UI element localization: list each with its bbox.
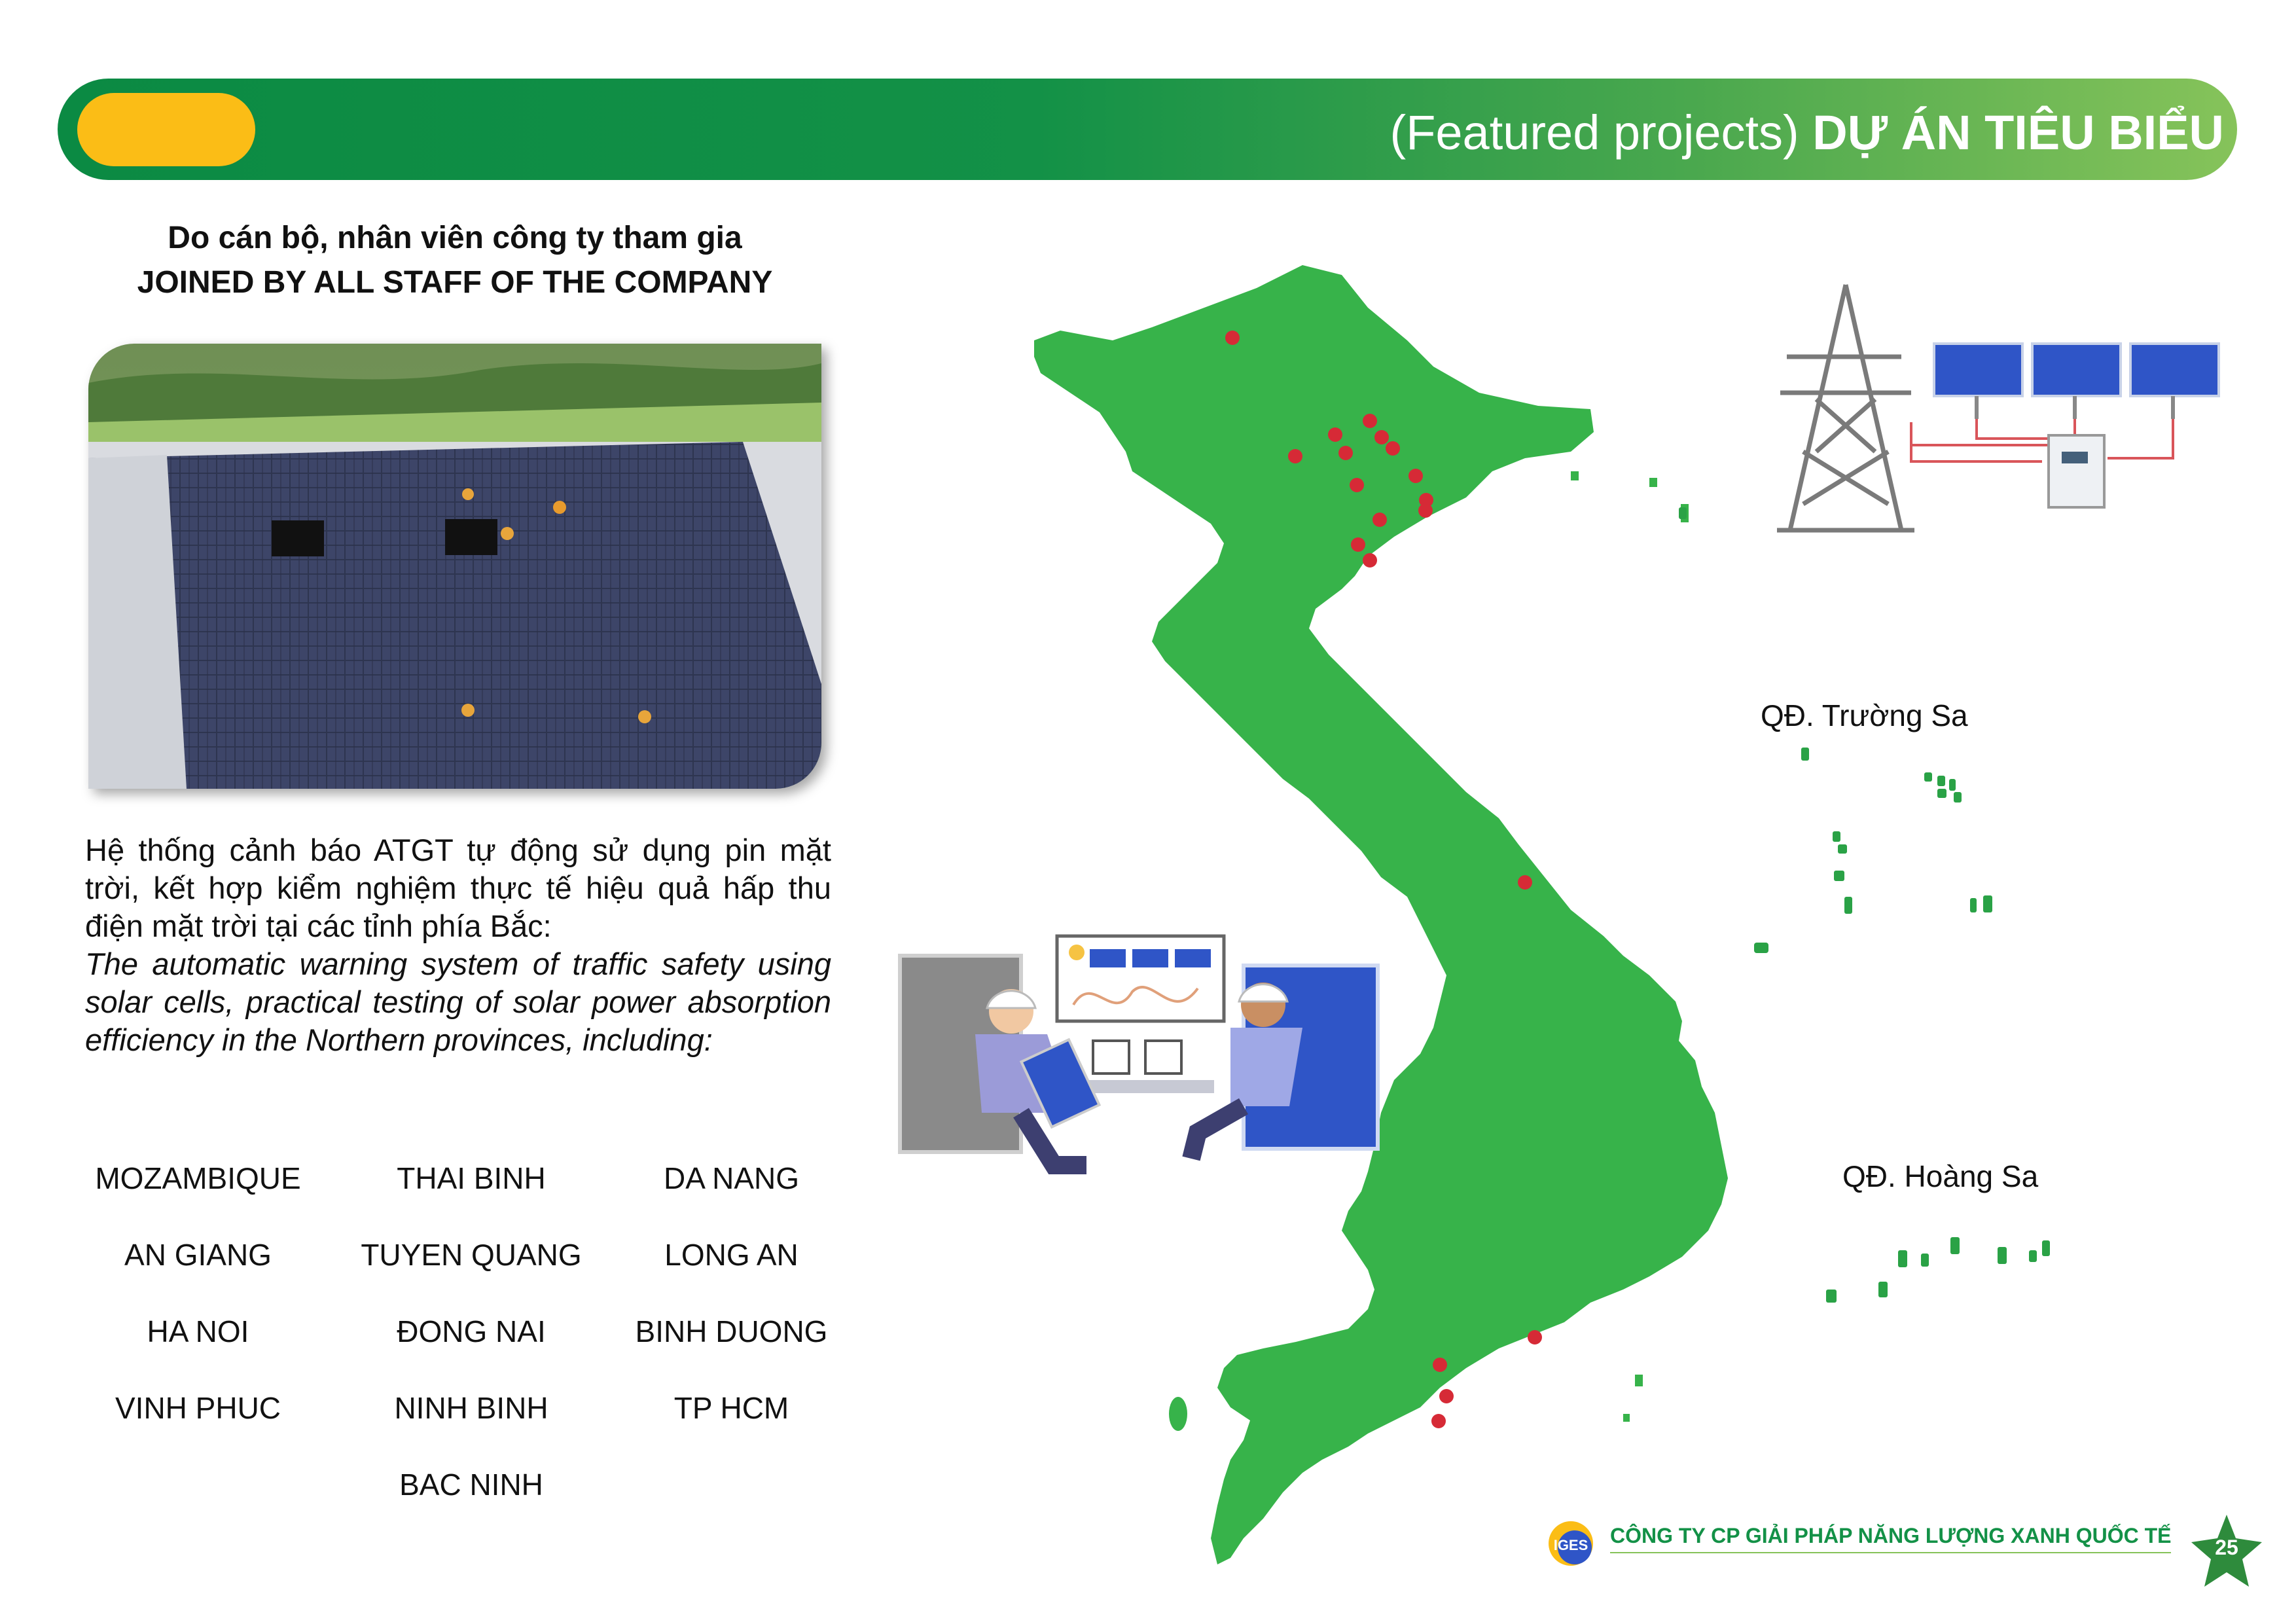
province-item: ĐONG NAI: [397, 1314, 546, 1348]
power-tower-illustration: [1777, 285, 1914, 530]
province-item: VINH PHUC: [115, 1391, 281, 1425]
company-logo-icon: [1545, 1517, 1597, 1570]
page-title-vietnamese: DỰ ÁN TIÊU BIỂU: [1812, 105, 2224, 160]
province-item: LONG AN: [664, 1238, 798, 1272]
description-vietnamese: Hệ thống cảnh báo ATGT tự động sử dụng pin mặt trời, kết hợp kiểm nghiệm thực tế hiệu quả hấp thu điện mặt trời tại các tỉnh phía Bắc:: [85, 833, 831, 943]
province-item: NINH BINH: [394, 1391, 548, 1425]
province-item: DA NANG: [663, 1161, 800, 1195]
province-item: HA NOI: [147, 1314, 249, 1348]
subtitle-english: JOINED BY ALL STAFF OF THE COMPANY: [137, 265, 773, 300]
page-number: 25: [2215, 1536, 2238, 1559]
company-name: CÔNG TY CP GIẢI PHÁP NĂNG LƯỢNG XANH QUỐC TẾ: [1610, 1524, 2171, 1553]
province-item: BINH DUONG: [635, 1314, 828, 1348]
subtitle-vietnamese: Do cán bộ, nhân viên công ty tham gia: [168, 221, 742, 255]
company-logo-text: IGES: [1553, 1537, 1588, 1553]
description-english: The automatic warning system of traffic safety using solar cells, practical testing of solar power absorption efficiency in the Northern provinces, including:: [85, 947, 831, 1057]
solar-panel-array-icon: [1911, 344, 2219, 507]
province-item: MOZAMBIQUE: [95, 1161, 301, 1195]
paracel-islands-label: QĐ. Hoàng Sa: [1842, 1159, 2039, 1193]
province-item: BAC NINH: [399, 1468, 543, 1502]
province-item: THAI BINH: [397, 1161, 546, 1195]
province-item: AN GIANG: [124, 1238, 272, 1272]
vietnam-mainland: [1034, 265, 1728, 1564]
province-item: TP HCM: [673, 1391, 789, 1425]
spratly-islands-label: QĐ. Trường Sa: [1761, 698, 1968, 732]
province-item: TUYEN QUANG: [361, 1238, 582, 1272]
page-title-english: (Featured projects): [1390, 105, 1799, 160]
engineers-illustration: [900, 936, 1378, 1165]
